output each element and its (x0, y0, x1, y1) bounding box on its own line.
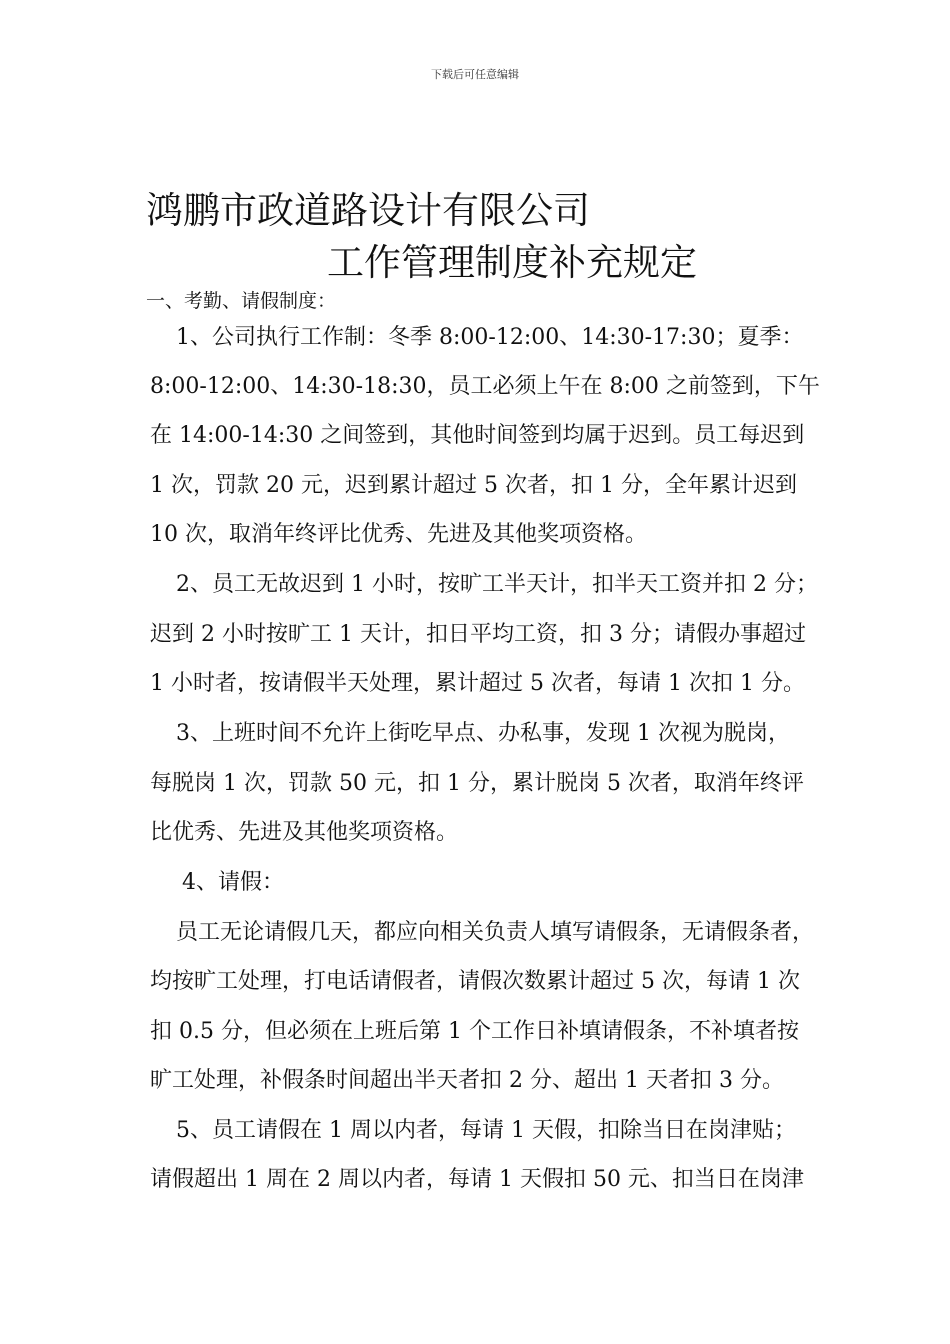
body-line: 每脱岗 1 次，罚款 50 元，扣 1 分，累计脱岗 5 次者，取消年终评 (150, 771, 804, 796)
body-line: 迟到 2 小时按旷工 1 天计，扣日平均工资，扣 3 分；请假办事超过 (150, 622, 806, 647)
body-line: 在 14:00-14:30 之间签到，其他时间签到均属于迟到。员工每迟到 (150, 423, 805, 448)
body-line: 5、员工请假在 1 周以内者，每请 1 天假，扣除当日在岗津贴； (176, 1118, 796, 1143)
body-line: 1、公司执行工作制：冬季 8:00-12:00、14:30-17:30；夏季： (176, 325, 804, 350)
body-line: 旷工处理，补假条时间超出半天者扣 2 分、超出 1 天者扣 3 分。 (150, 1068, 784, 1093)
body-line: 均按旷工处理，打电话请假者，请假次数累计超过 5 次，每请 1 次 (150, 969, 800, 994)
section-heading-attendance: 一、考勤、请假制度： (146, 290, 337, 312)
body-line: 1 小时者，按请假半天处理，累计超过 5 次者，每请 1 次扣 1 分。 (150, 671, 805, 696)
document-title-company: 鸿鹏市政道路设计有限公司 (146, 189, 590, 232)
document-title-regulation: 工作管理制度补充规定 (327, 241, 697, 284)
body-line: 10 次，取消年终评比优秀、先进及其他奖项资格。 (150, 522, 647, 547)
header-note: 下载后可任意编辑 (431, 68, 519, 81)
body-line: 请假超出 1 周在 2 周以内者，每请 1 天假扣 50 元、扣当日在岗津 (150, 1167, 804, 1192)
body-line: 比优秀、先进及其他奖项资格。 (150, 820, 459, 845)
body-line: 3、上班时间不允许上街吃早点、办私事，发现 1 次视为脱岗， (176, 721, 790, 746)
body-line: 1 次，罚款 20 元，迟到累计超过 5 次者，扣 1 分，全年累计迟到 (150, 473, 797, 498)
body-line: 员工无论请假几天，都应向相关负责人填写请假条，无请假条者， (176, 920, 815, 945)
body-line: 4、请假： (182, 870, 284, 895)
body-line: 2、员工无故迟到 1 小时，按旷工半天计，扣半天工资并扣 2 分； (176, 572, 818, 597)
body-line: 8:00-12:00、14:30-18:30，员工必须上午在 8:00 之前签到，下午 (150, 374, 820, 399)
body-line: 扣 0.5 分，但必须在上班后第 1 个工作日补填请假条，不补填者按 (150, 1019, 799, 1044)
